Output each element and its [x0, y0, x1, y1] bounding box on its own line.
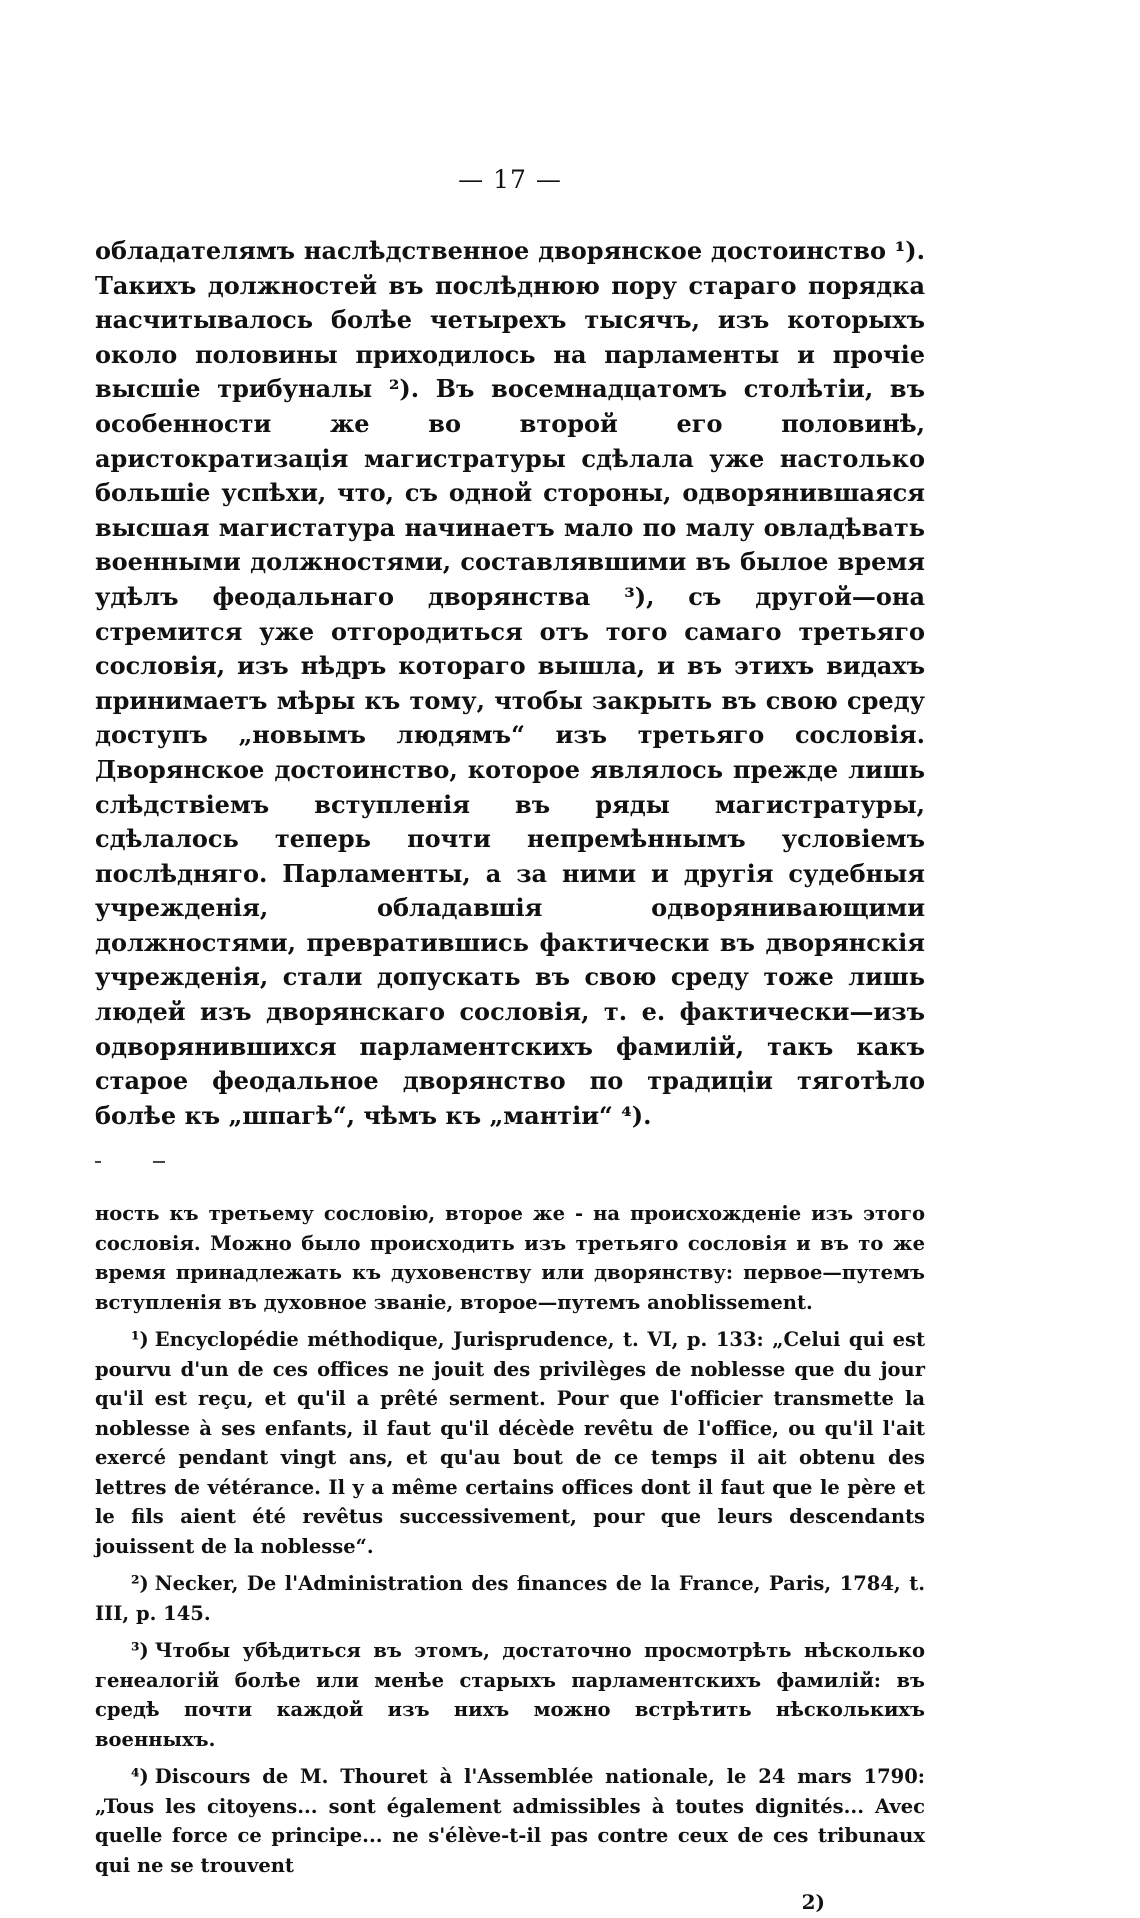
footnote-4-marker: ⁴)	[131, 1765, 149, 1789]
footnote-3	[95, 1636, 925, 1754]
footnote-3-marker: ³)	[131, 1639, 149, 1663]
footnote-3-text: Чтобы убѣдиться въ этомъ, достаточно просмотрѣть нѣсколько генеалогій болѣе или менѣе старыхъ парламентскихъ фамилій: въ средѣ почти каждой изъ нихъ можно встрѣтить нѣсколькихъ военныхъ.	[95, 1639, 925, 1751]
footnote-4	[95, 1762, 925, 1880]
footnote-2-marker: ²)	[131, 1572, 149, 1596]
footnote-2	[95, 1569, 925, 1628]
main-paragraph: обладателямъ наслѣдственное дворянское достоинство ¹). Такихъ должностей въ послѣднюю пору стараго порядка насчитывалось болѣе четырехъ тысячъ, изъ которыхъ около половины приходилось на парламенты и прочіе высшіе трибуналы ²). Въ восемнадцатомъ столѣтіи, въ особенности же во второй его половинѣ, аристократизація магистратуры сдѣлала уже настолько большіе успѣхи, что, съ одной стороны, одворянившаяся высшая магистатура начинаетъ мало по малу овладѣвать военными должностями, составлявшими въ былое время удѣлъ феодальнаго дворянства ³), съ другой—она стремится уже отгородиться отъ того самаго третьяго сословія, изъ нѣдръ котораго вышла, и въ этихъ видахъ принимаетъ мѣры къ тому, чтобы закрыть въ свою среду доступъ „новымъ людямъ“ изъ третьяго сословія. Дворянское достоинство, которое являлось прежде лишь слѣдствіемъ вступленія въ ряды магистратуры, сдѣлалось теперь почти непремѣннымъ условіемъ послѣдняго. Парламенты, а за ними и другія судебныя учрежденія, обладавшія одворянивающими должностями, превратившись фактически въ дворянскія учрежденія, стали допускать въ свою среду тоже лишь людей изъ дворянскаго сословія, т. е. фактически—изъ одворянившихся парламентскихъ фамилій, такъ какъ старое феодальное дворянство по традиціи тяготѣло болѣе къ „шпагѣ“, чѣмъ къ „мантіи“ ⁴).	[95, 236, 925, 1130]
separator-dash-left	[95, 1161, 101, 1163]
footnote-continuation: ность къ третьему сословію, второе же - на происхожденіе изъ этого сословія. Можно было происходить изъ третьяго сословія и въ то же время принадлежать къ духовенству или дворянству: первое—путемъ вступленія въ духовное званіе, второе—путемъ anoblissement.	[95, 1202, 925, 1314]
page	[95, 165, 925, 1918]
footnote-4-text: Discours de M. Thouret à l'Assemblée nationale, le 24 mars 1790: „Tous les citoyens... sont également admissibles à toutes dignités... Avec quelle force ce principe... ne s'élève-t-il pas contre ceux de ces tribunaux qui ne se trouvent	[95, 1765, 925, 1877]
footnote-1-marker: ¹)	[131, 1328, 149, 1352]
footnotes	[95, 1199, 925, 1918]
page-number: — 17 —	[458, 165, 562, 194]
carry-marker: 2)	[801, 1890, 825, 1915]
separator	[95, 1153, 925, 1171]
separator-dash-right	[153, 1161, 165, 1163]
footnote-1	[95, 1325, 925, 1561]
footnote-1-text: Encyclopédie méthodique, Jurisprudence, t. VI, p. 133: „Celui qui est pourvu d'un de ces offices ne jouit des privilèges de noblesse que du jour qu'il est reçu, et qu'il a prêté serment. Pour que l'officier transmette la noblesse à ses enfants, il faut qu'il décède revêtu de l'office, ou qu'il l'ait exercé pendant vingt ans, et qu'au bout de ce temps il ait obtenu des lettres de vétérance. Il y a même certains offices dont il faut que le père et le fils aient été revêtus successivement, pour que leurs descendants jouissent de la noblesse“.	[95, 1328, 925, 1558]
footnote-2-text: Necker, De l'Administration des finances de la France, Paris, 1784, t. III, p. 145.	[95, 1572, 925, 1625]
